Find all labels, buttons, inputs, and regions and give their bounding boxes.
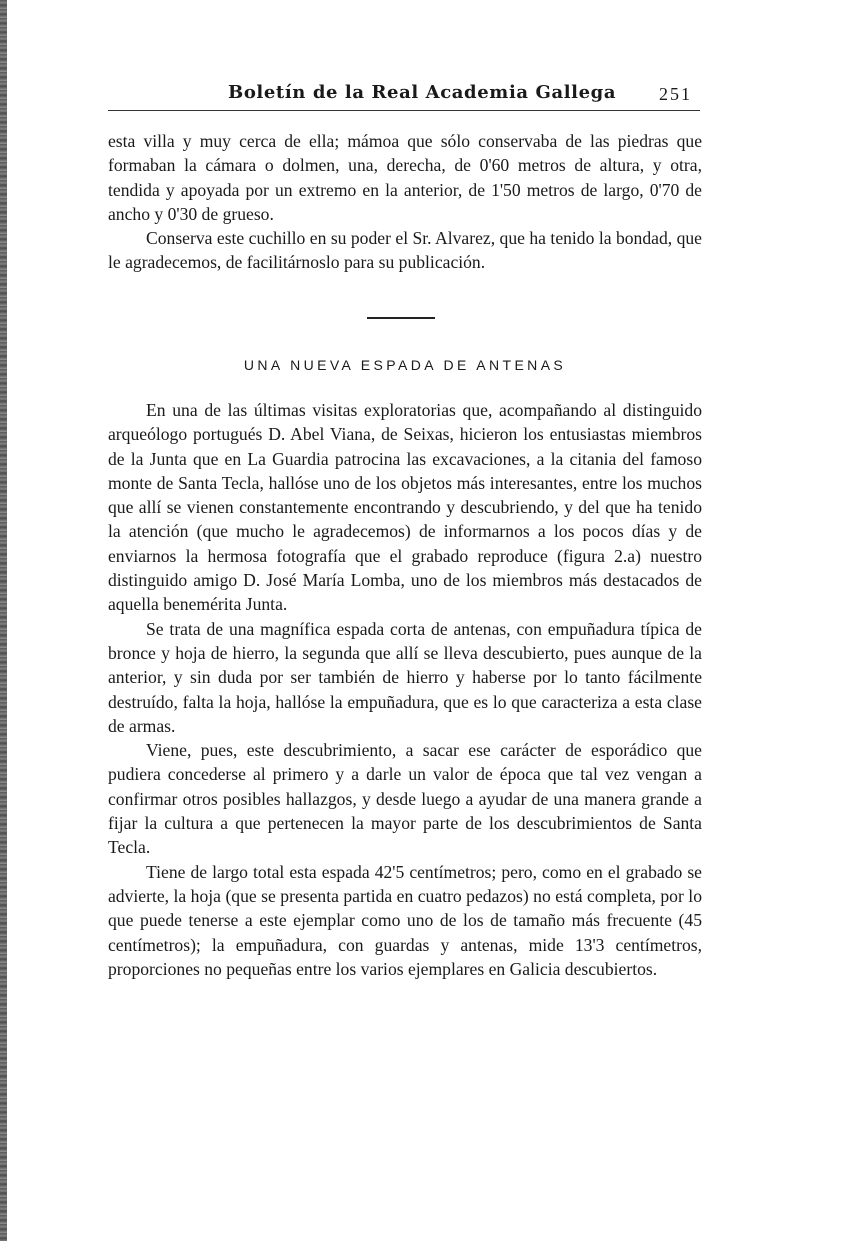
- journal-title: Boletín de la Real Academia Gallega: [228, 82, 617, 103]
- paragraph: Conserva este cuchillo en su poder el Sr. Alvarez, que ha tenido la bondad, que le agradecemos, de facilitárnoslo para su publicación.: [108, 228, 702, 273]
- paragraph: Se trata de una magnífica espada corta de antenas, con empuñadura típica de bronce y hoja de hierro, la segunda que allí se lleva descubierto, pues aunque de la anterior, y sin duda por ser también de hierro y haberse por lo tanto fácilmente destruído, falta la hoja, hallóse la empuñadura, que es lo que caracteriza a esta clase de armas.: [108, 618, 702, 736]
- article-body: [108, 398, 702, 981]
- page-number: 251: [659, 84, 692, 104]
- paragraph: En una de las últimas visitas exploratorias que, acompañando al distinguido arqueólogo portugués D. Abel Viana, de Seixas, hicieron los entusiastas miembros de la Junta que en La Guardia patrocina las excavaciones, a la citania del famoso monte de Santa Tecla, hallóse uno de los objetos más interesantes, entre los muchos que allí se vienen constantemente encontrando y descubriendo, y del que ha tenido la atención (que mucho le agradecemos) de informarnos a los pocos días y de enviarnos la hermosa fotografía que el grabado reproduce (figura 2.a) nuestro distinguido amigo D. José María Lomba, uno de los miembros más destacados de aquella benemérita Junta.: [108, 400, 702, 615]
- continuation-text: [108, 129, 702, 275]
- section-heading: UNA NUEVA ESPADA DE ANTENAS: [243, 357, 567, 373]
- header-rule: [108, 110, 700, 111]
- page-binding-edge: [0, 0, 7, 1241]
- paragraph: esta villa y muy cerca de ella; mámoa que sólo conservaba de las piedras que formaban la cámara o dolmen, una, derecha, de 0'60 metros de altura, y otra, tendida y apoyada por un extremo en la anterior, de 1'50 metros de largo, 0'70 de ancho y 0'30 de grueso.: [108, 131, 702, 224]
- running-head: [108, 80, 700, 110]
- paragraph: Viene, pues, este descubrimiento, a sacar ese carácter de esporádico que pudiera concederse al primero y a darle un valor de época que tal vez vengan a confirmar otros posibles hallazgos, y desde luego a ayudar de una manera grande a fijar la cultura a que pertenecen la mayor parte de los descubrimientos de Santa Tecla.: [108, 740, 702, 858]
- section-divider: [367, 317, 435, 319]
- paragraph: Tiene de largo total esta espada 42'5 centímetros; pero, como en el grabado se advierte, la hoja (que se presenta partida en cuatro pedazos) no está completa, por lo que puede tenerse a este ejemplar como uno de los de tamaño más frecuente (45 centímetros); la empuñadura, con guardas y antenas, mide 13'3 centímetros, proporciones no pequeñas entre los varios ejemplares en Galicia descubiertos.: [108, 861, 702, 979]
